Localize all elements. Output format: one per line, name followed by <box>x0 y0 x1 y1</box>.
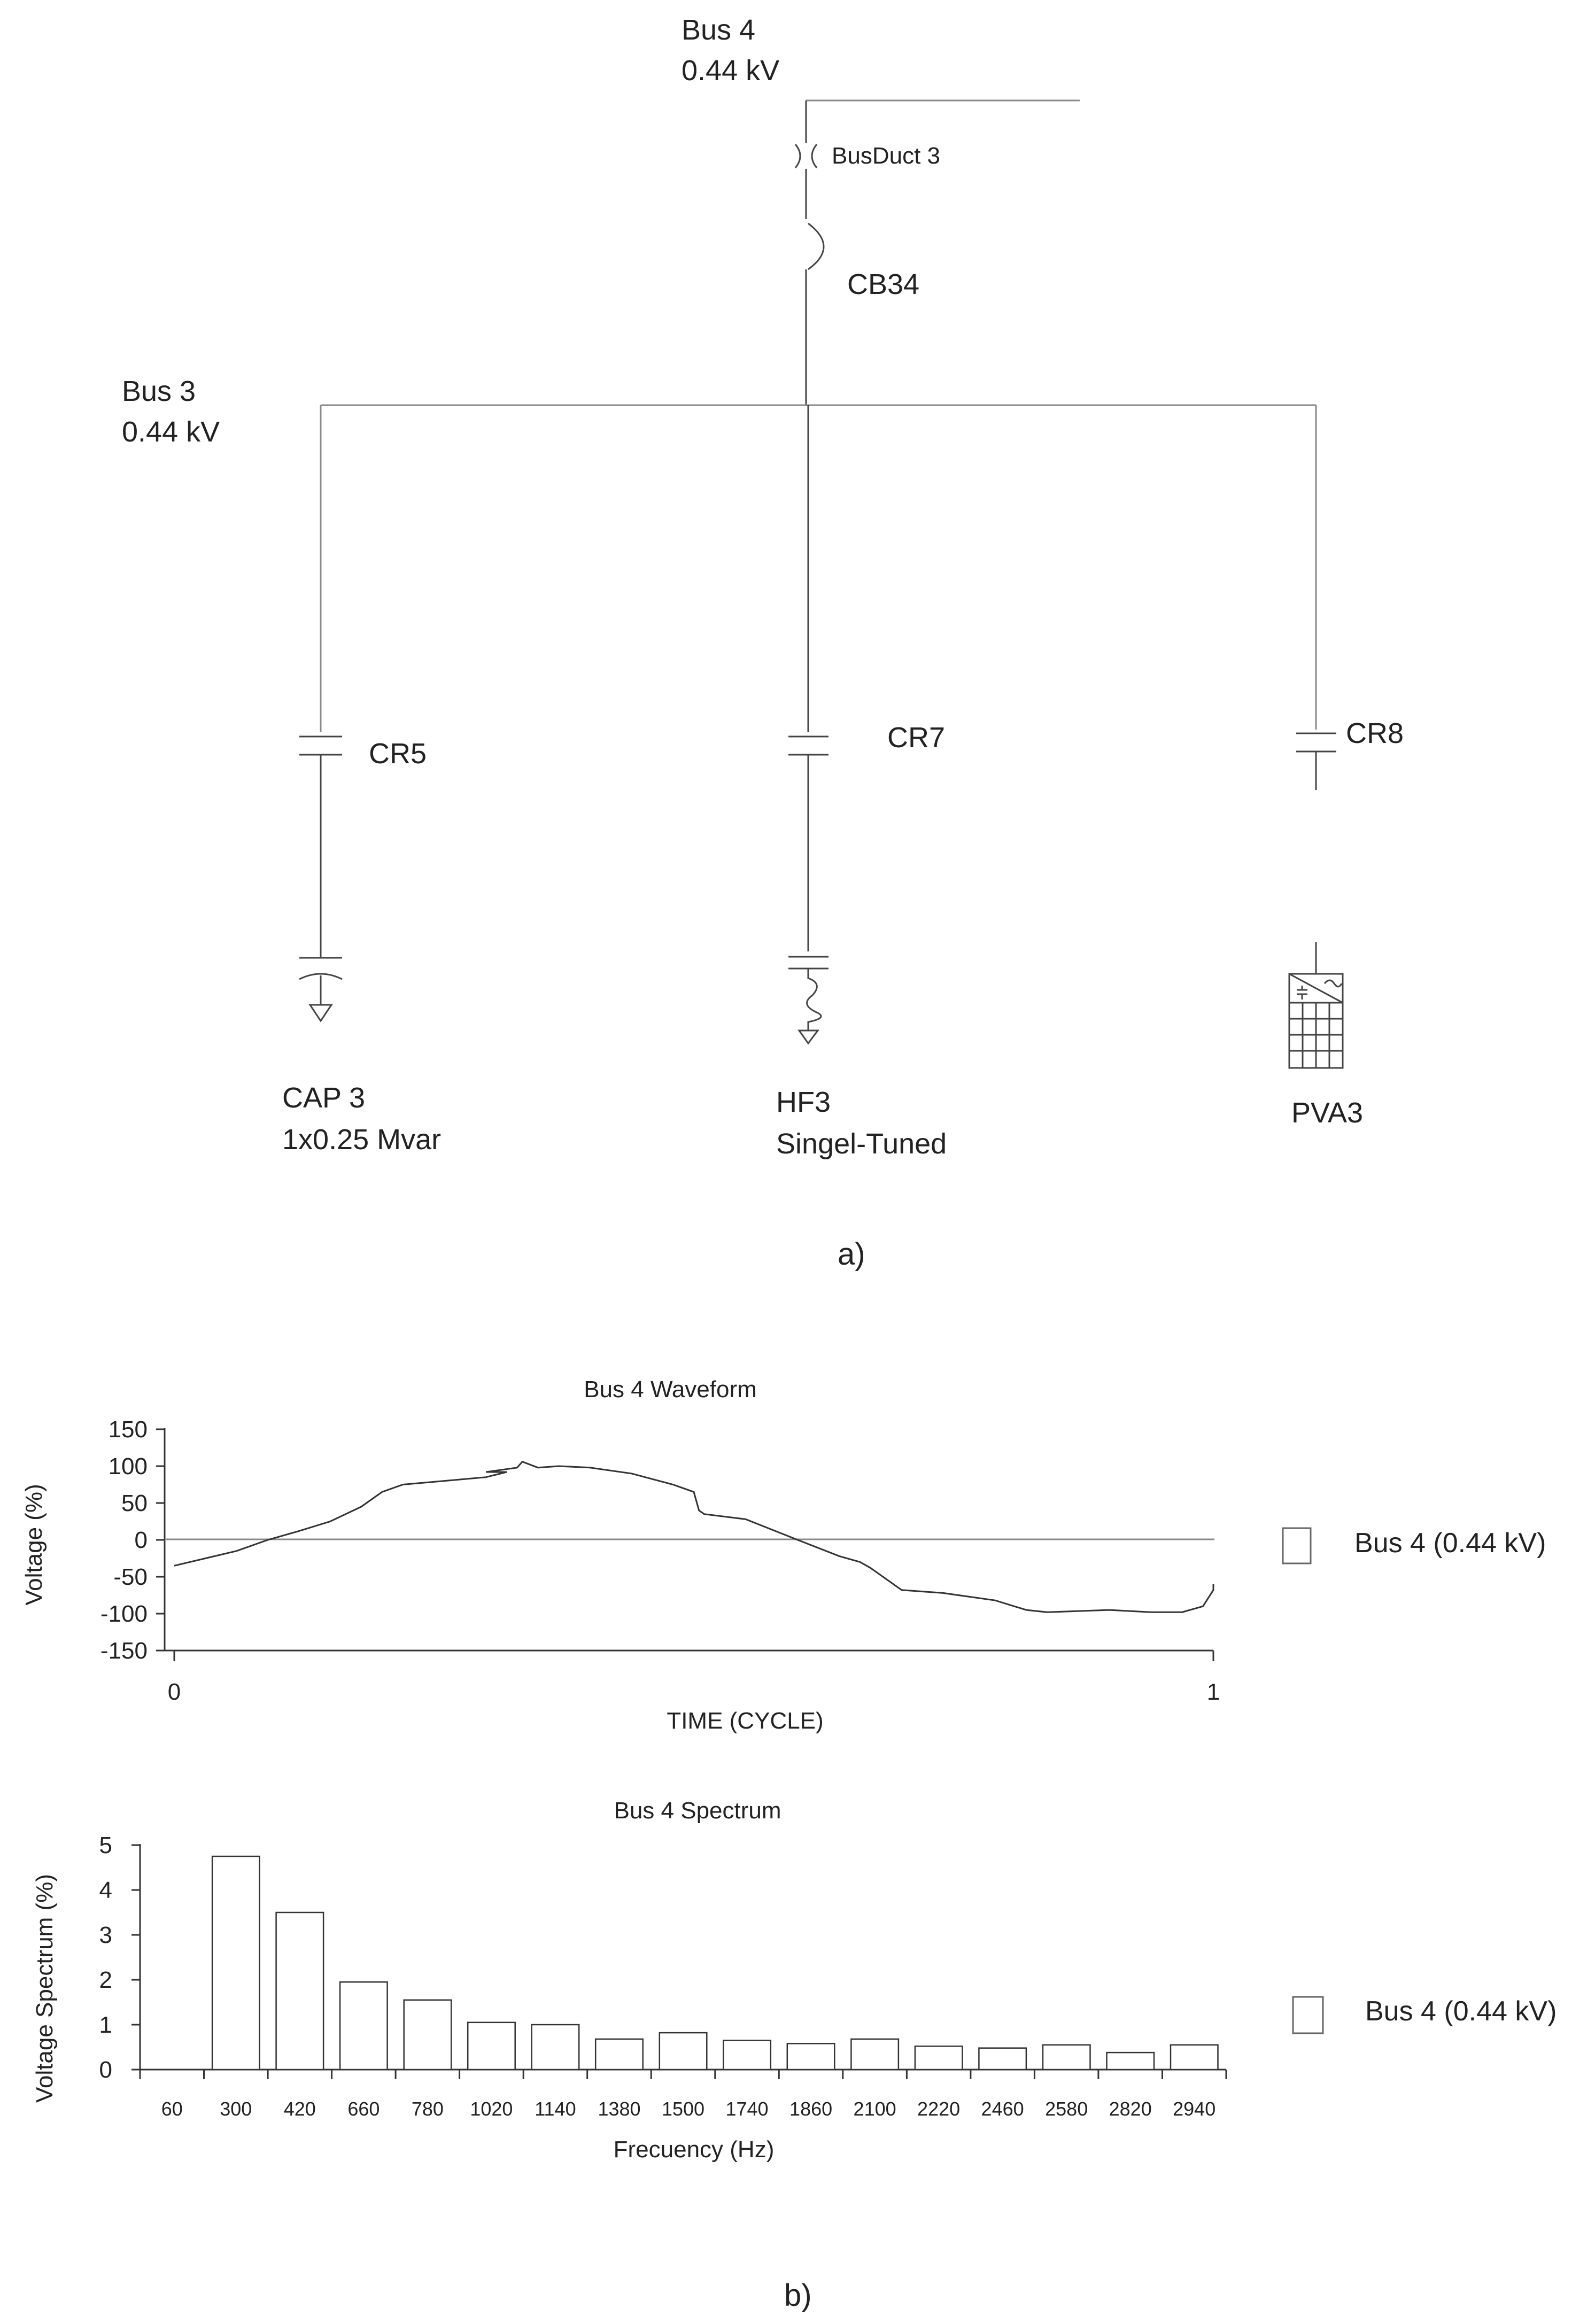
branch-cr7 <box>776 405 947 1160</box>
spectrum-title: Bus 4 Spectrum <box>614 1798 781 1824</box>
spectrum-x-tick-label: 1020 <box>470 2098 513 2120</box>
load-hf3-detail: Singel-Tuned <box>776 1128 947 1160</box>
breaker-cr8-icon <box>1296 733 1336 752</box>
spectrum-x-tick-label: 2940 <box>1173 2098 1216 2120</box>
busduct-icon <box>795 144 817 168</box>
breaker-cr5-label: CR5 <box>369 738 427 770</box>
branch-cr8 <box>1289 405 1404 1129</box>
spectrum-bar-1740 <box>723 2040 771 2070</box>
load-pva3-name: PVA3 <box>1291 1097 1364 1129</box>
breaker-cr5-icon <box>299 737 342 755</box>
breaker-cb34-label: CB34 <box>847 268 920 300</box>
spectrum-x-tick-label: 2100 <box>853 2098 896 2120</box>
spectrum-x-tick-label: 2820 <box>1109 2098 1152 2120</box>
spectrum-legend-swatch <box>1293 1997 1323 2033</box>
spectrum-y-tick-label: 4 <box>99 1877 112 1903</box>
spectrum-y-ticks <box>99 1832 140 2083</box>
waveform-y-tick-label: 50 <box>121 1490 148 1516</box>
spectrum-x-tick-label: 1140 <box>535 2098 576 2120</box>
spectrum-x-tick-label: 1500 <box>661 2098 705 2120</box>
waveform-y-tick-label: 0 <box>134 1527 148 1553</box>
spectrum-bar-420 <box>276 1912 324 2070</box>
bus3-voltage: 0.44 kV <box>122 416 220 448</box>
spectrum-bars <box>212 1856 1218 2070</box>
spectrum-bar-1020 <box>468 2023 515 2070</box>
spectrum-x-tick-label: 1740 <box>725 2098 769 2120</box>
waveform-xlabel: TIME (CYCLE) <box>667 1708 824 1734</box>
spectrum-chart <box>32 1798 1557 2163</box>
spectrum-bar-2940 <box>1171 2045 1218 2070</box>
spectrum-bar-2820 <box>1107 2052 1155 2070</box>
load-hf3-name: HF3 <box>776 1086 831 1118</box>
load-cap3-detail: 1x0.25 Mvar <box>282 1124 442 1156</box>
waveform-series-line <box>174 1462 1213 1613</box>
spectrum-bar-1380 <box>595 2039 643 2070</box>
single-line-diagram <box>122 14 1404 1272</box>
spectrum-bar-2460 <box>979 2048 1026 2070</box>
breaker-cr7-icon <box>788 737 829 755</box>
waveform-chart <box>21 1376 1546 1734</box>
caption-a: a) <box>838 1237 865 1272</box>
waveform-x-tick-label-0: 0 <box>167 1679 181 1705</box>
waveform-y-tick-label: -100 <box>100 1601 148 1627</box>
spectrum-bar-780 <box>404 2000 452 2070</box>
spectrum-y-tick-label: 0 <box>99 2057 112 2083</box>
spectrum-xlabel: Frecuency (Hz) <box>613 2136 775 2163</box>
spectrum-y-tick-label: 3 <box>99 1922 112 1948</box>
spectrum-x-ticks <box>140 2070 1226 2120</box>
waveform-ylabel: Voltage (%) <box>21 1484 47 1606</box>
spectrum-legend-label: Bus 4 (0.44 kV) <box>1365 1996 1557 2027</box>
branch-cr5 <box>282 405 441 1156</box>
spectrum-bar-1500 <box>660 2033 707 2070</box>
spectrum-x-tick-label: 2220 <box>917 2098 961 2120</box>
bus4-name: Bus 4 <box>682 14 756 46</box>
waveform-y-ticks <box>100 1416 165 1664</box>
busduct-label: BusDuct 3 <box>832 143 940 169</box>
spectrum-x-tick-label: 2580 <box>1045 2098 1088 2120</box>
spectrum-x-tick-label: 780 <box>411 2098 444 2120</box>
spectrum-x-tick-label: 660 <box>347 2098 380 2120</box>
spectrum-x-tick-label: 300 <box>220 2098 252 2120</box>
breaker-cr7-label: CR7 <box>887 722 946 754</box>
waveform-title: Bus 4 Waveform <box>584 1376 757 1403</box>
spectrum-x-tick-label: 420 <box>283 2098 316 2120</box>
waveform-legend-label: Bus 4 (0.44 kV) <box>1354 1528 1546 1559</box>
spectrum-x-tick-label: 1860 <box>789 2098 833 2120</box>
spectrum-bar-1860 <box>787 2043 835 2070</box>
spectrum-bar-2580 <box>1043 2045 1090 2070</box>
waveform-y-tick-label: 150 <box>108 1416 148 1443</box>
spectrum-x-tick-label: 1380 <box>598 2098 641 2120</box>
spectrum-x-tick-label: 2460 <box>981 2098 1024 2120</box>
caption-b: b) <box>784 2278 812 2313</box>
spectrum-bar-300 <box>212 1856 260 2070</box>
waveform-y-tick-label: -50 <box>113 1564 148 1590</box>
spectrum-y-tick-label: 5 <box>99 1832 112 1858</box>
waveform-y-tick-label: 100 <box>108 1453 148 1479</box>
spectrum-bar-2100 <box>851 2039 899 2070</box>
pv-array-icon <box>1289 942 1343 1068</box>
spectrum-ylabel: Voltage Spectrum (%) <box>32 1874 58 2103</box>
spectrum-y-tick-label: 1 <box>99 2012 112 2038</box>
bus4-voltage: 0.44 kV <box>682 55 780 87</box>
spectrum-bar-2220 <box>915 2046 963 2070</box>
load-cap3-name: CAP 3 <box>282 1082 366 1114</box>
waveform-x-tick-label-1: 1 <box>1206 1679 1220 1705</box>
spectrum-bar-1140 <box>532 2025 579 2070</box>
breaker-cb34-icon <box>808 223 824 269</box>
spectrum-x-tick-label: 60 <box>161 2098 183 2120</box>
bus3-name: Bus 3 <box>122 375 196 407</box>
breaker-cr8-label: CR8 <box>1346 717 1404 749</box>
waveform-legend-swatch <box>1283 1528 1311 1563</box>
spectrum-bar-660 <box>340 1982 388 2070</box>
waveform-y-tick-label: -150 <box>100 1638 148 1664</box>
spectrum-y-tick-label: 2 <box>99 1967 112 1993</box>
capacitor-icon <box>299 958 342 1021</box>
harmonic-filter-icon <box>788 957 829 1043</box>
